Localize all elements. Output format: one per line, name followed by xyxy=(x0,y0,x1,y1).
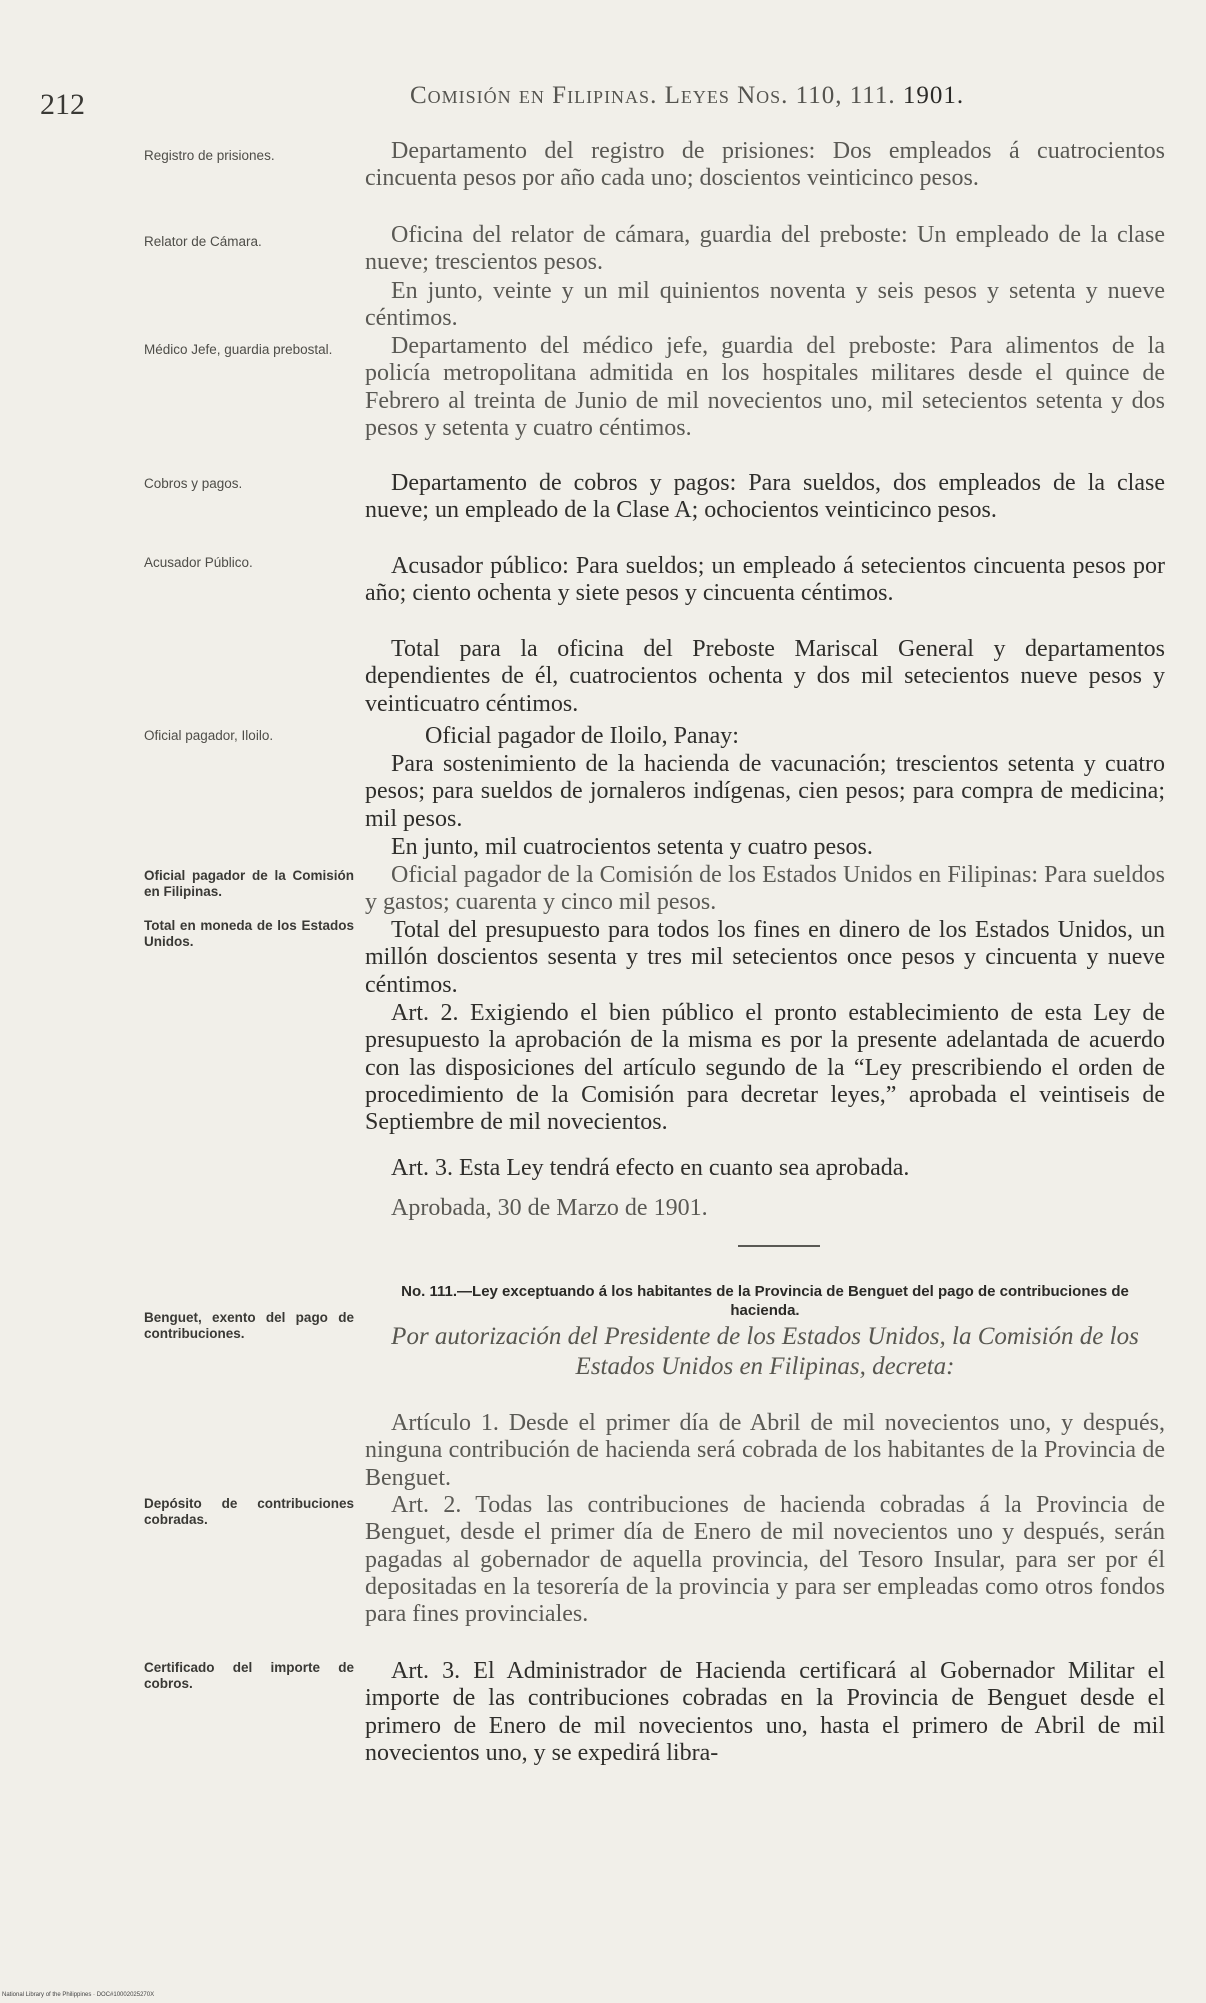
paragraph-aprobada: Aprobada, 30 de Marzo de 1901. xyxy=(391,1195,708,1221)
margin-note-benguet: Benguet, exento del pago de contribuciones. xyxy=(144,1310,354,1341)
running-head xyxy=(410,82,1130,110)
paragraph-iloilo: Oficial pagador de Iloilo, Panay: xyxy=(425,723,739,749)
paragraph-en-junto-2: En junto, mil cuatrocientos setenta y cuatro pesos. xyxy=(391,834,873,860)
law-111-enacting-clause: Por autorización del Presidente de los Estados Unidos, la Comisión de los Estados Unidos en Filipinas, decreta: xyxy=(391,1323,1139,1380)
paragraph-art-2: Art. 2. Exigiendo el bien público el pronto establecimiento de esta Ley de presupuesto la aprobación de la misma es por la presente adelantada de acuerdo con las disposiciones del artículo segundo de la “Ley prescribiendo el orden de procedimiento de la Comisión para decretar leyes,” aprobada el veintiseis de Septiembre de mil novecientos. xyxy=(365,1000,1165,1136)
scan-credit: National Library of the Philippines · DOC#10002025270X xyxy=(2,1992,155,1998)
running-head-year: 1901. xyxy=(902,82,965,109)
law-111-article-3: Art. 3. El Administrador de Hacienda certificará al Gobernador Militar el importe de las contribuciones cobradas en la Provincia de Benguet desde el primero de Enero de mil novecientos uno, hasta el primero de Abril de mil novecientos uno, y se expedirá libra- xyxy=(365,1658,1165,1766)
margin-note-relator: Relator de Cámara. xyxy=(144,234,262,249)
margin-note-cobros: Cobros y pagos. xyxy=(144,476,243,491)
paragraph-registro: Departamento del registro de prisiones: Dos empleados á cuatrocientos cincuenta pesos por año cada uno; doscientos veinticinco pesos. xyxy=(365,138,1165,192)
paragraph-comision: Oficial pagador de la Comisión de los Estados Unidos en Filipinas: Para sueldos y gastos; cuarenta y cinco mil pesos. xyxy=(365,862,1165,916)
paragraph-relator: Oficina del relator de cámara, guardia del preboste: Un empleado de la clase nueve; trescientos pesos. xyxy=(365,222,1165,276)
margin-note-registro: Registro de prisiones. xyxy=(144,148,275,163)
margin-note-certificado: Certificado del importe de cobros. xyxy=(144,1660,354,1691)
paragraph-art-3: Art. 3. Esta Ley tendrá efecto en cuanto sea aprobada. xyxy=(391,1155,910,1181)
margin-note-deposito: Depósito de contribuciones cobradas. xyxy=(144,1496,354,1527)
paragraph-acusador: Acusador público: Para sueldos; un empleado á setecientos cincuenta pesos por año; ciento ochenta y siete pesos y cincuenta céntimos. xyxy=(365,553,1165,607)
section-divider xyxy=(738,1245,820,1247)
paragraph-total-preboste: Total para la oficina del Preboste Mariscal General y departamentos dependientes de él, cuatrocientos ochenta y dos mil setecientos nueve pesos y veinticuatro céntimos. xyxy=(365,636,1165,717)
paragraph-medico: Departamento del médico jefe, guardia del preboste: Para alimentos de la policía metropolitana admitida en los hospitales militares desde el quince de Febrero al treinta de Junio de mil novecientos uno, mil setecientos setenta y dos pesos y setenta y cuatro céntimos. xyxy=(365,333,1165,441)
paragraph-cobros: Departamento de cobros y pagos: Para sueldos, dos empleados de la clase nueve; un empleado de la Clase A; ochocientos veinticinco pesos. xyxy=(365,470,1165,524)
margin-note-medico: Médico Jefe, guardia prebostal. xyxy=(144,342,333,357)
margin-note-iloilo: Oficial pagador, Iloilo. xyxy=(144,728,274,743)
paragraph-en-junto-1: En junto, veinte y un mil quinientos noventa y seis pesos y setenta y nueve céntimos. xyxy=(365,278,1165,332)
margin-note-acusador: Acusador Público. xyxy=(144,555,253,570)
page-number: 212 xyxy=(40,88,85,121)
margin-note-total: Total en moneda de los Estados Unidos. xyxy=(144,918,354,949)
law-111-heading: No. 111.—Ley exceptuando á los habitantes de la Provincia de Benguet del pago de contribuciones de hacienda. xyxy=(401,1283,1129,1319)
paragraph-vacunacion: Para sostenimiento de la hacienda de vacunación; trescientos setenta y cuatro pesos; para sueldos de jornaleros indígenas, cien pesos; para compra de medicina; mil pesos. xyxy=(365,751,1165,832)
law-111-article-2: Art. 2. Todas las contribuciones de hacienda cobradas á la Provincia de Benguet, desde el primer día de Enero de mil novecientos uno y después, serán pagadas al gobernador de aquella provincia, del Tesoro Insular, para ser por él depositadas en la tesorería de la provincia y para ser empleadas como otros fondos para fines provinciales. xyxy=(365,1492,1165,1628)
margin-note-comision: Oficial pagador de la Comisión en Filipinas. xyxy=(144,868,354,899)
law-111-article-1: Artículo 1. Desde el primer día de Abril de mil novecientos uno, y después, ninguna contribución de hacienda será cobrada de los habitantes de la Provincia de Benguet. xyxy=(365,1410,1165,1491)
paragraph-total-presupuesto: Total del presupuesto para todos los fines en dinero de los Estados Unidos, un millón doscientos sesenta y tres mil setecientos once pesos y cincuenta y nueve céntimos. xyxy=(365,917,1165,998)
running-head-title: Comisión en Filipinas. Leyes Nos. 110, 111. xyxy=(410,82,896,109)
